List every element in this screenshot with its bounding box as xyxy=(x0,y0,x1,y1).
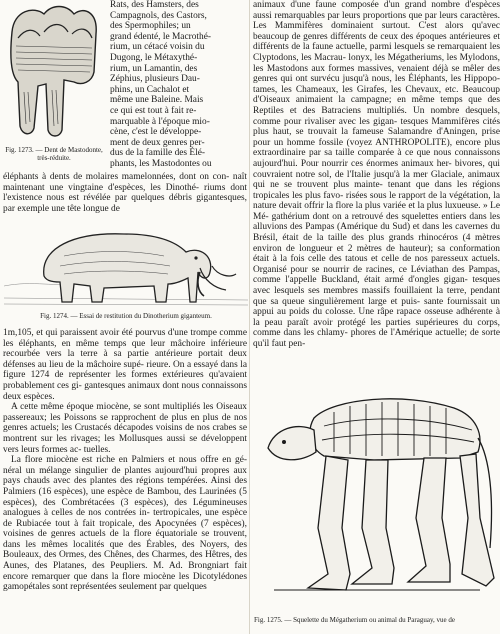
left-top-text xyxy=(110,0,248,170)
line-3: grand édenté, le Macrothé- xyxy=(110,31,211,42)
paragraph-dinotherium-intro: éléphants à dents de molaires mamelonnées, dont on con- naît maintenant une vingtaine d'espèces, les Dinothé- riums dont l'existence nous est révélée par quelques débris gigantesques, par exemple une tête longue de xyxy=(3,172,247,214)
paragraph-miocene-fauna: A cette même époque miocène, se sont multipliés les Oiseaux passereaux; les Poissons se rapprochent de plus en plus de nos genres actuels; les Crustacés décapodes voisins de nos crabes se montrent sur les rivages; les Mollusques aussi se développent vers leurs formes ac- tuelles. xyxy=(3,402,247,455)
line-13: ment de deux genres per- xyxy=(110,137,205,148)
line-12: cène, c'est le développe- xyxy=(110,127,202,138)
fig-1275-caption: Fig. 1275. — Squelette du Mégatherium ou animal du Paraguay, vue de xyxy=(254,616,455,624)
paragraph-megatherium: animaux d'une faune composée d'un grand nombre d'espèces aussi remarquables par leurs proportions que par leurs caractères. Les Mammifères dominaient surtout. C'est alors qu'avec beaucoup de genres différents de ceux des époques antérieures et différents de la faune actuelle, parmi lesquels se remarquaient les Clyptodons, les Macrau- lonyx, les Mégatheriums, les Mylodons, les Mastodons aux formes massives, venaient déjà se mêler des genres qui ont survécu jusqu'à nous, les Éléphants, les Hippopo- tames, les Chameaux, les Girafes, les Chevaux, etc. Beaucoup d'Oiseaux animaient la campagne; en même temps que des Reptiles et des Batraciens multipliés. Un nombre desquels, comme pour rivaliser avec les gigan- tesques Mammifères cités plus haut, se trouvait la fameuse Salamandre d'Aningen, prise pour un homme fossile (voyez ANTHROPOLITE), encore plus extraordinaire par sa taille comparée à ce que nous connaissons aujourd'hui. Pour nourrir ces énormes animaux her- bivores, qui couvraient notre sol, de l'Italie jusqu'à la mer Glaciale, animaux qui ne se trouvent plus mainte- tenant que dans les régions tropicales les plus favo- risées sous le rapport de la végétation, la nature devait offrir la flore la plus variée et la plus luxueuse. » Le Mé- gathérium dont on a retrouvé des squelettes entiers dans les alluvions des Pampas (Amérique du Sud) et dans les cavernes du Brésil, était de la taille des plus grands rhinocéros (4 mètres environ de longueur et 2 mètres de hauteur); sa conformation était à la fois celle des tatous et celle de nos paresseux actuels. Organisé pour se nourrir de racines, ce Léviathan des Pampas, comme l'appelle Buckland, était armé d'ongles gigan- tesques avec lesquels ses membres massifs fouillaient la terre, pendant que sa queue singulièrement large et puis- sante fournissait un appui au poids du colosse. Une râpe rapace osseuse adhérente à la peau paraît avoir protégé les parties supérieures du corps, comme dans les chlamy- phores de l'Amérique actuelle; de sorte qu'il faut pen- xyxy=(253,0,500,349)
right-top-text xyxy=(253,0,500,350)
dinotherium-illustration xyxy=(4,216,248,310)
figure-mastodon-tooth xyxy=(4,2,104,162)
line-8: phins, un Cachalot et xyxy=(110,84,190,95)
fig-1274-caption: Fig. 1274. — Essai de restitution du Dinotherium giganteum. xyxy=(40,312,212,320)
figure-megatherium-skeleton xyxy=(254,378,500,634)
line-11: marquable à l'époque mio- xyxy=(110,116,210,127)
line-10: ce qui est tout à fait re- xyxy=(110,105,197,116)
line-9: même une Baleine. Mais xyxy=(110,95,204,106)
paragraph-miocene-flora: La flore miocène est riche en Palmiers et nous offre en gé- néral un mélange singulier de plantes aujourd'hui propres aux pays chauds avec des plantes des régions tempérées. Ainsi des Palmiers (16 espèces), une espèce de Bambou, des Laurinées (5 espèces), des Combrétacées (3 espèces), des Légumineuses analogues à celles de nos contrées in- tertropicales, une espèce de Rubiacée tout à fait tropicale, des Apocynées (7 espèces), voisines de genres actuels de la flore équatoriale se trouvent, dans les mêmes localités que des Érables, des Noyers, des Bouleaux, des Ormes, des Chênes, des Charmes, des Hêtres, des Aunes, des Platanes, des Peupliers. M. Ad. Brongniart fait encore remarquer que dans la flore miocène les Dicotylédones gamopétales sont représentées seulement par quelques xyxy=(3,455,247,593)
column-divider xyxy=(249,0,250,634)
figure-dinotherium xyxy=(4,216,248,320)
line-2: des Spermophiles; un xyxy=(110,21,191,32)
line-0: Rats, des Hamsters, des xyxy=(110,0,199,10)
left-mid-paragraph xyxy=(3,172,247,214)
paragraph-dinotherium-detail: 1m,105, et qui paraissent avoir été pourvus d'une trompe comme les éléphants, en même temps que leur mâchoire inférieure recourbée vers la terre à sa partie antérieure portait deux défenses au lieu de la mâchoire supé- rieure. On a essayé dans la figure 1274 de représenter les formes extérieures qu'avaient probablement ces gi- gantesques animaux dont nous connaissons deux espèces. xyxy=(3,328,247,402)
mastodon-tooth-illustration xyxy=(4,2,104,142)
line-14: dus de la famille des Élé- xyxy=(110,148,206,159)
fig-1273-caption: Fig. 1273. — Dent de Mastodonte, très-réduite. xyxy=(5,146,103,162)
line-4: rium, un cétacé voisin du xyxy=(110,42,205,53)
line-7: Zéphius, plusieurs Dau- xyxy=(110,74,200,85)
line-1: Campagnols, des Castors, xyxy=(110,10,207,21)
line-6: rium, un Lamantin, des xyxy=(110,63,198,74)
megatherium-skeleton-illustration xyxy=(254,378,500,614)
line-5: Dugong, le Métaxythé- xyxy=(110,52,198,63)
left-bottom-text xyxy=(3,328,247,593)
line-15: phants, les Mastodontes ou xyxy=(110,158,212,169)
